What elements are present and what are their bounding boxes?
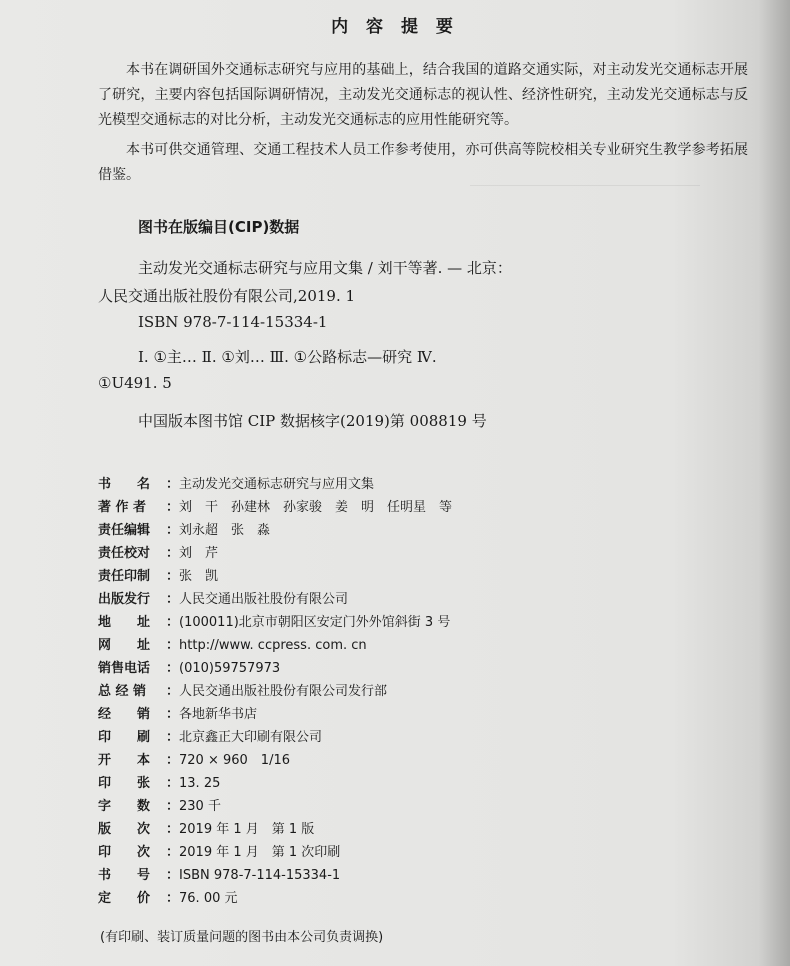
colophon-label: 字 数 — [98, 799, 151, 814]
colophon-colon: ： — [166, 799, 180, 814]
colophon-value: 人民交通出版社股份有限公司发行部 — [179, 684, 388, 699]
colophon-label: 出版发行 — [98, 592, 151, 607]
colophon-value: 2019 年 1 月 第 1 版 — [179, 822, 315, 837]
colophon-label: 责任编辑 — [98, 523, 151, 538]
colophon-label: 责任校对 — [98, 546, 151, 561]
colophon-row — [98, 588, 658, 611]
show-through-area — [470, 185, 700, 396]
cip-line-5: ①U491. 5 — [98, 374, 172, 392]
colophon-label: 网 址 — [98, 638, 151, 653]
colophon-label: 销售电话 — [98, 661, 151, 676]
colophon-label: 定 价 — [98, 891, 151, 906]
colophon-row — [98, 841, 658, 864]
summary-title: 内 容 提 要 — [331, 17, 459, 37]
colophon-row — [98, 680, 658, 703]
colophon-colon: ： — [166, 523, 180, 538]
colophon-row — [98, 795, 658, 818]
colophon-value: 720 × 960 1/16 — [179, 753, 290, 768]
cip-line-6: 中国版本图书馆 CIP 数据核字(2019)第 008819 号 — [138, 412, 487, 430]
colophon-colon: ： — [166, 661, 180, 676]
colophon-row — [98, 703, 658, 726]
colophon-colon: ： — [166, 707, 180, 722]
summary-text-1: 本书在调研国外交通标志研究与应用的基础上，结合我国的道路交通实际，对主动发光交通标志开展了研究，主要内容包括国际调研情况，主动发光交通标志的视认性、经济性研究，主动发光交通标志与反光模型交通标志的对比分析，主动发光交通标志的应用性能研究等。 — [98, 62, 748, 128]
colophon-colon: ： — [166, 477, 180, 492]
colophon-list — [98, 473, 658, 910]
cip-line-1: 主动发光交通标志研究与应用文集 / 刘干等著. — 北京： — [138, 259, 512, 277]
cip-line-3: ISBN 978-7-114-15334-1 — [138, 313, 328, 331]
colophon-label: 版 次 — [98, 822, 151, 837]
colophon-colon: ： — [166, 684, 180, 699]
colophon-label: 责任印制 — [98, 569, 151, 584]
colophon-value: 刘 干 孙建林 孙家骏 姜 明 任明星 等 — [179, 500, 453, 515]
colophon-colon: ： — [166, 868, 180, 883]
colophon-value: 各地新华书店 — [179, 707, 258, 722]
colophon-colon: ： — [166, 845, 180, 860]
colophon-value: 230 千 — [179, 799, 221, 814]
colophon-colon: ： — [166, 891, 180, 906]
colophon-row — [98, 887, 658, 910]
colophon-label: 地 址 — [98, 615, 151, 630]
colophon-value: http://www. ccpress. com. cn — [179, 638, 367, 653]
colophon-value: 刘 芹 — [179, 546, 219, 561]
colophon-label: 印 张 — [98, 776, 151, 791]
colophon-colon: ： — [166, 638, 180, 653]
colophon-row — [98, 634, 658, 657]
colophon-colon: ： — [166, 822, 180, 837]
colophon-row — [98, 565, 658, 588]
colophon-value: 人民交通出版社股份有限公司 — [179, 592, 349, 607]
colophon-row — [98, 818, 658, 841]
colophon-label: 印 刷 — [98, 730, 151, 745]
colophon-row — [98, 772, 658, 795]
colophon-label: 总 经 销 — [98, 684, 147, 699]
colophon-colon: ： — [166, 569, 180, 584]
colophon-row — [98, 611, 658, 634]
colophon-label: 书 名 — [98, 477, 151, 492]
colophon-row — [98, 657, 658, 680]
colophon-label: 经 销 — [98, 707, 151, 722]
colophon-label: 开 本 — [98, 753, 151, 768]
colophon-label: 书 号 — [98, 868, 151, 883]
colophon-colon: ： — [166, 615, 180, 630]
colophon-row — [98, 726, 658, 749]
colophon-label: 著 作 者 — [98, 500, 147, 515]
colophon-row — [98, 542, 658, 565]
colophon-colon: ： — [166, 500, 180, 515]
colophon-value: ISBN 978-7-114-15334-1 — [179, 868, 341, 883]
colophon-colon: ： — [166, 730, 180, 745]
colophon-value: (100011)北京市朝阳区安定门外外馆斜街 3 号 — [179, 615, 451, 630]
colophon-colon: ： — [166, 753, 180, 768]
colophon-value: (010)59757973 — [179, 661, 281, 676]
colophon-row — [98, 473, 658, 496]
colophon-row — [98, 496, 658, 519]
colophon-row — [98, 519, 658, 542]
colophon-value: 13. 25 — [179, 776, 221, 791]
summary-paragraph-2 — [98, 138, 748, 188]
colophon-colon: ： — [166, 592, 180, 607]
colophon-row — [98, 749, 658, 772]
colophon-label: 印 次 — [98, 845, 151, 860]
colophon-value: 主动发光交通标志研究与应用文集 — [179, 477, 375, 492]
summary-paragraph-1 — [98, 58, 748, 133]
summary-text-2: 本书可供交通管理、交通工程技术人员工作参考使用，亦可供高等院校相关专业研究生教学参考拓展借鉴。 — [98, 142, 748, 183]
colophon-colon: ： — [166, 776, 180, 791]
colophon-value: 76. 00 元 — [179, 891, 238, 906]
colophon-row — [98, 864, 658, 887]
colophon-value: 2019 年 1 月 第 1 次印刷 — [179, 845, 341, 860]
colophon-value: 张 凯 — [179, 569, 219, 584]
colophon-colon: ： — [166, 546, 180, 561]
footnote: (有印刷、装订质量问题的图书由本公司负责调换) — [100, 930, 384, 945]
cip-line-4: Ⅰ. ①主… Ⅱ. ①刘… Ⅲ. ①公路标志—研究 Ⅳ. — [138, 348, 437, 366]
cip-heading: 图书在版编目(CIP)数据 — [138, 218, 300, 236]
cip-line-2: 人民交通出版社股份有限公司,2019. 1 — [98, 287, 356, 305]
colophon-value: 北京鑫正大印刷有限公司 — [179, 730, 323, 745]
colophon-value: 刘永超 张 淼 — [179, 523, 271, 538]
